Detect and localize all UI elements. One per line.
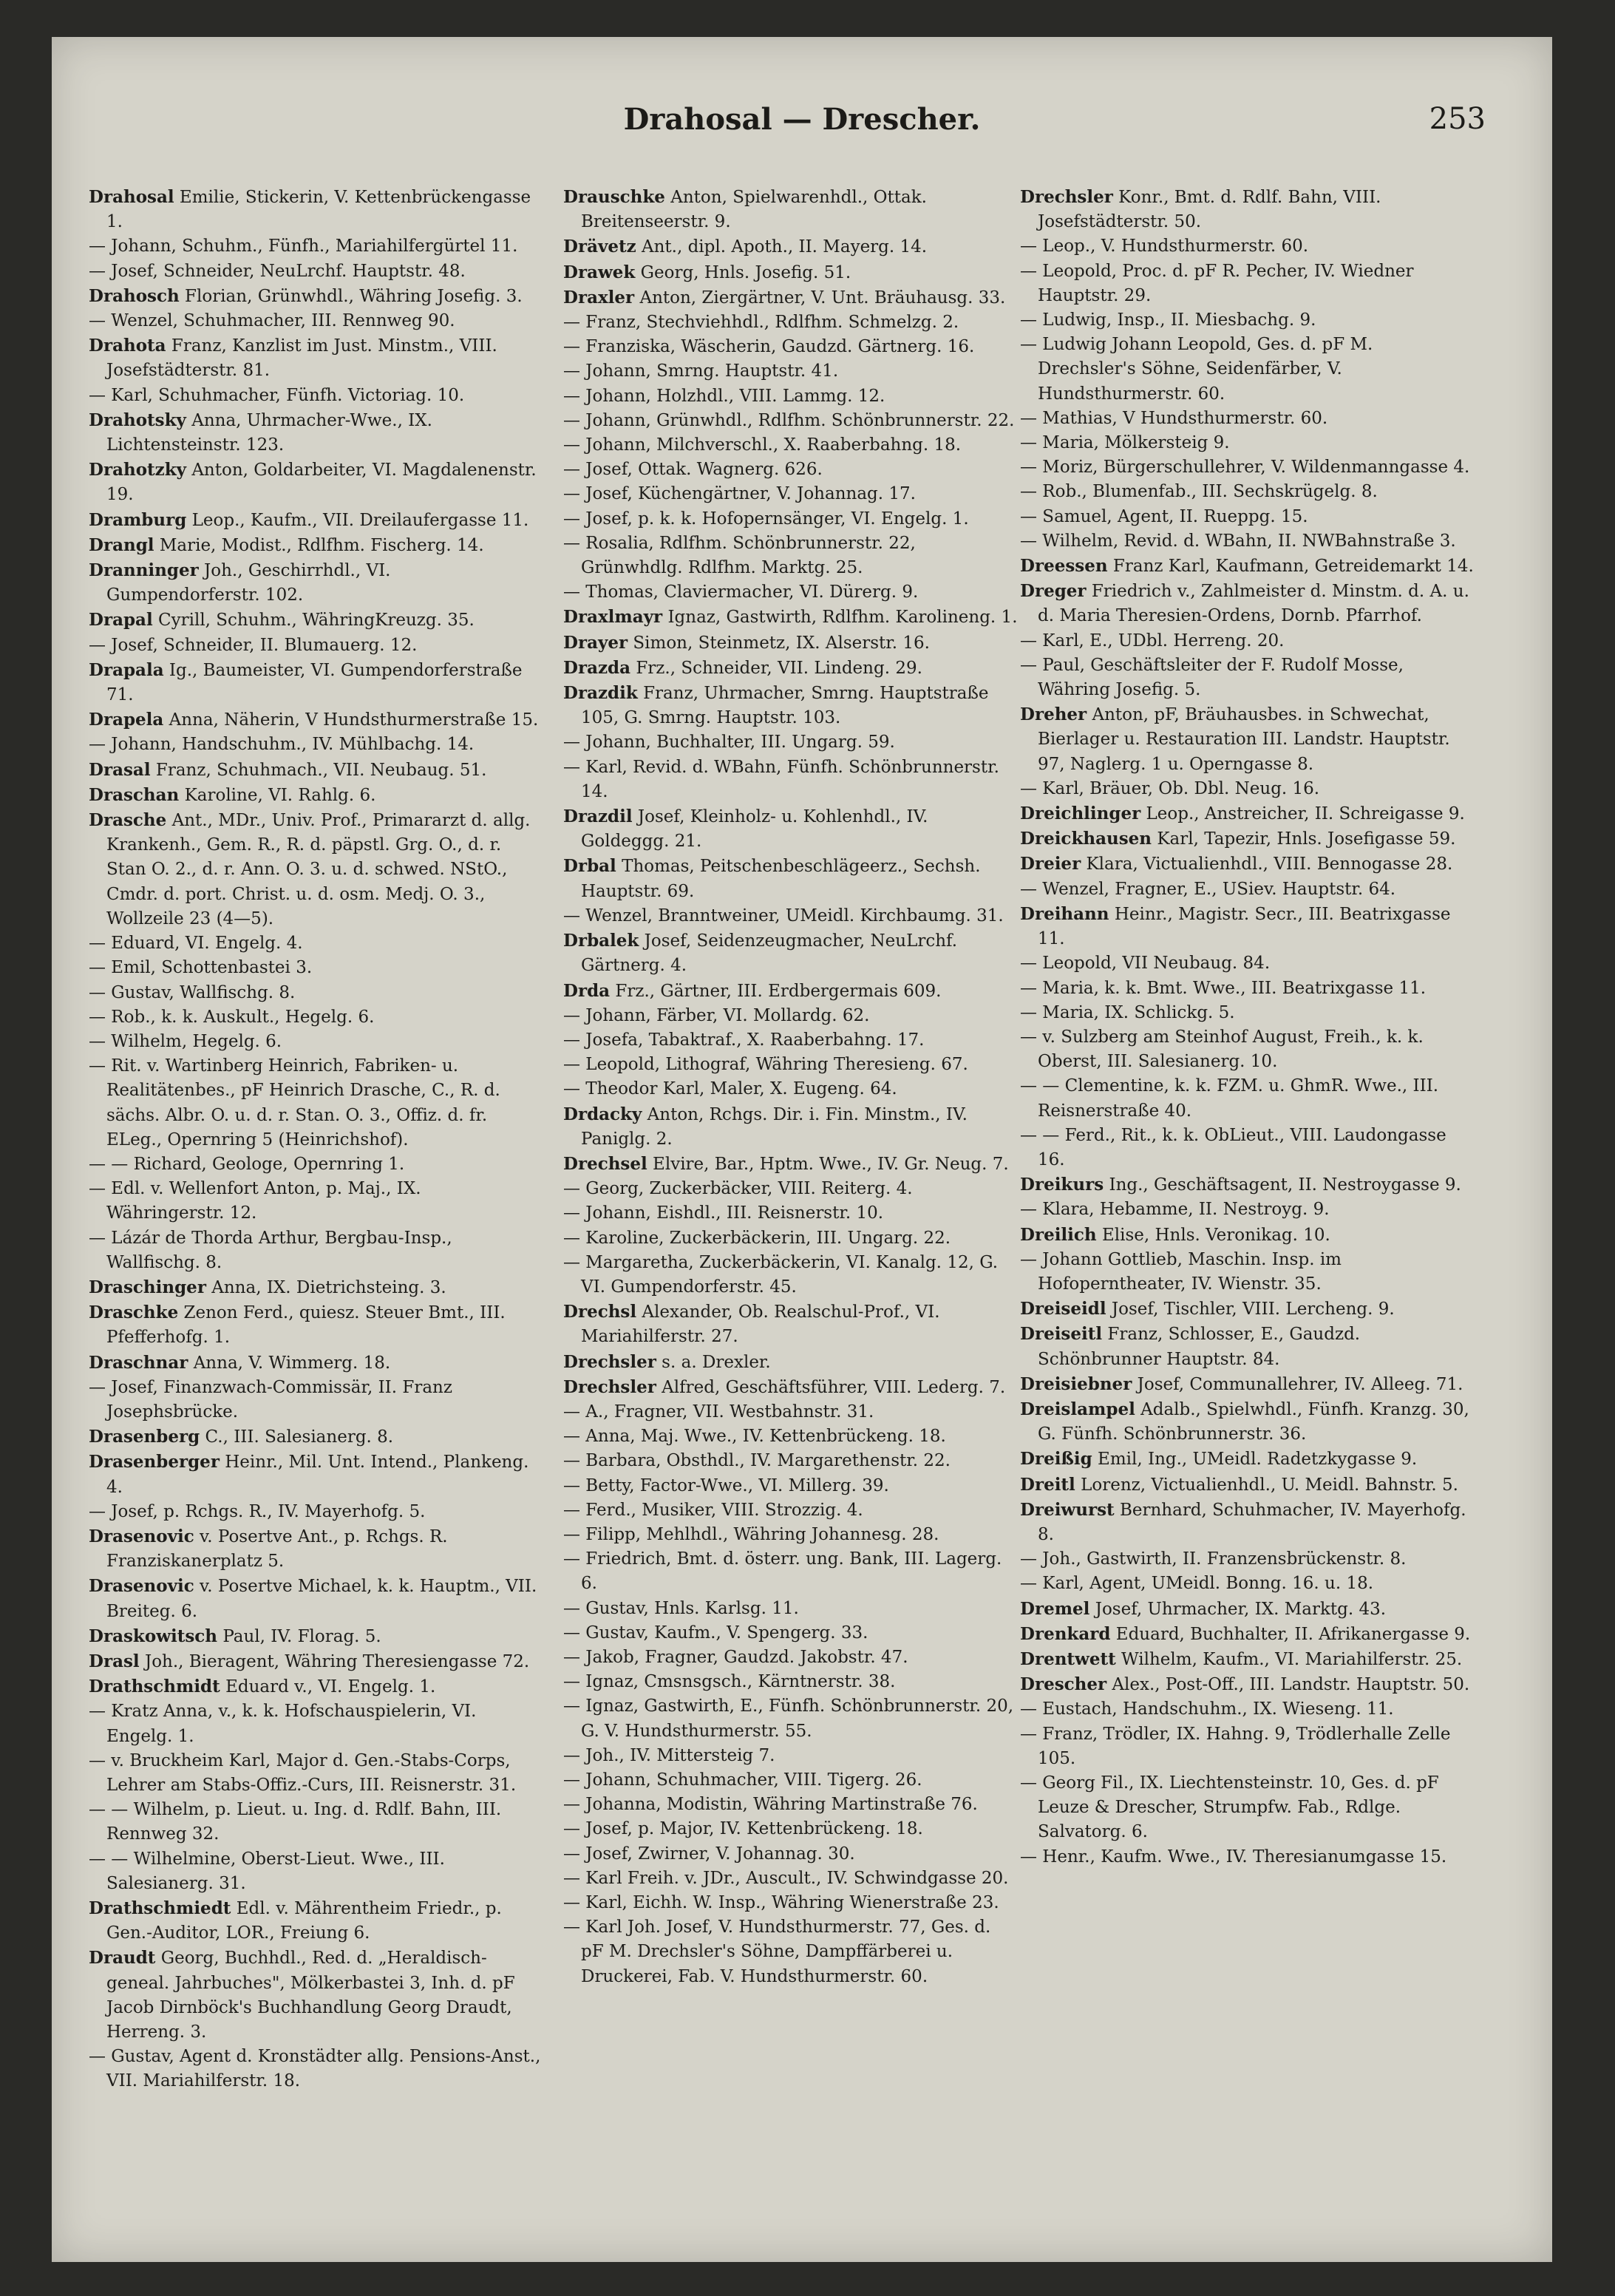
directory-entry: Drasl Joh., Bieragent, Währing Theresiengasse 72. (89, 1651, 530, 1671)
surname-heading: Dreilich (1020, 1224, 1097, 1245)
directory-entry: — Betty, Factor-Wwe., VI. Millerg. 39. (563, 1475, 889, 1495)
directory-entry: — Joh., IV. Mittersteig 7. (563, 1745, 775, 1765)
directory-entry: — Mathias, V Hundsthurmerstr. 60. (1020, 408, 1328, 428)
surname-heading: Dreitl (1020, 1474, 1075, 1495)
directory-entry: — Moriz, Bürgerschullehrer, V. Wildenmanngasse 4. (1020, 458, 1470, 478)
directory-entry: — A., Fragner, VII. Westbahnstr. 31. (563, 1402, 874, 1422)
surname-heading: Dreiwurst (1020, 1499, 1115, 1520)
surname-heading: Dreißig (1020, 1449, 1092, 1470)
directory-entry: — Maria, k. k. Bmt. Wwe., III. Beatrixgasse 11. (1020, 978, 1427, 998)
surname-heading: Drechsl (563, 1302, 637, 1322)
directory-entry: — Wenzel, Fragner, E., USiev. Hauptstr. 64. (1020, 879, 1396, 899)
surname-heading: Dreislampel (1020, 1399, 1135, 1419)
directory-entry: — Johann, Schuhm., Fünfh., Mariahilfergürtel 11. (89, 237, 518, 257)
directory-entry: Drechsel Elvire, Bar., Hptm. Wwe., IV. Gr. Neug. 7. (563, 1153, 1009, 1174)
surname-heading: Dreikurs (1020, 1175, 1104, 1195)
surname-heading: Drda (563, 980, 611, 1001)
directory-entry: Drahosch Florian, Grünwhdl., Währing Josefig. 3. (89, 285, 523, 306)
surname-heading: Drayer (563, 632, 628, 653)
directory-entry: — Ignaz, Gastwirth, E., Fünfh. Schönbrunnerstr. 20, G. V. Hundsthurmerstr. 55. (563, 1696, 1014, 1741)
directory-entry: — Wenzel, Branntweiner, UMeidl. Kirchbaumg. 31. (563, 906, 1004, 925)
directory-entry: — — Richard, Geologe, Opernring 1. (89, 1154, 405, 1174)
column-middle (563, 185, 1019, 1989)
directory-entry: — Josef, p. Major, IV. Kettenbrückeng. 18. (563, 1819, 923, 1839)
directory-entry: — v. Sulzberg am Steinhof August, Freih., k. k. Oberst, III. Salesianerg. 10. (1020, 1027, 1424, 1072)
directory-entry: — Ignaz, Cmsnsgsch., Kärntnerstr. 38. (563, 1672, 896, 1692)
directory-entry: Drapala Ig., Baumeister, VI. Gumpendorferstraße 71. (89, 659, 523, 705)
directory-entry: Dreickhausen Karl, Tapezir, Hnls. Josefigasse 59. (1020, 829, 1456, 849)
directory-entry: Drentwett Wilhelm, Kaufm., VI. Mariahilferstr. 25. (1020, 1648, 1463, 1669)
surname-heading: Drentwett (1020, 1648, 1116, 1669)
page-number: 253 (1429, 102, 1486, 136)
surname-heading: Drasenovic (89, 1576, 194, 1597)
directory-entry: — Theodor Karl, Maler, X. Eugeng. 64. (563, 1079, 897, 1099)
surname-heading: Dreger (1020, 581, 1087, 602)
surname-heading: Draschinger (89, 1277, 206, 1297)
surname-heading: Dreisiebner (1020, 1373, 1132, 1394)
surname-heading: Drazda (563, 657, 631, 678)
surname-heading: Drasenovic (89, 1526, 194, 1546)
directory-page (52, 37, 1552, 2262)
surname-heading: Drenkard (1020, 1623, 1111, 1644)
directory-entry: Drdacky Anton, Rchgs. Dir. i. Fin. Minstm., IV. Paniglg. 2. (563, 1104, 968, 1149)
directory-entry: Dremel Josef, Uhrmacher, IX. Marktg. 43. (1020, 1598, 1387, 1619)
directory-entry: — Franziska, Wäscherin, Gaudzd. Gärtnerg. 16. (563, 337, 975, 357)
directory-entry: Drawek Georg, Hnls. Josefig. 51. (563, 262, 851, 282)
directory-entry: — Gustav, Agent d. Kronstädter allg. Pensions-Anst., VII. Mariahilferstr. 18. (89, 2047, 541, 2091)
directory-entry: — Kratz Anna, v., k. k. Hofschauspielerin, VI. Engelg. 1. (89, 1702, 477, 1746)
directory-entry: Drahota Franz, Kanzlist im Just. Minstm., VIII. Josefstädterstr. 81. (89, 336, 497, 381)
directory-entry: — Maria, Mölkersteig 9. (1020, 433, 1230, 453)
directory-entry: Drayer Simon, Steinmetz, IX. Alserstr. 16. (563, 632, 930, 653)
directory-entry: — Karl Freih. v. JDr., Auscult., IV. Schwindgasse 20. (563, 1868, 1009, 1888)
directory-entry: Drbalek Josef, Seidenzeugmacher, NeuLrchf. Gärtnerg. 4. (563, 931, 958, 976)
directory-entry: — Filipp, Mehlhdl., Währing Johannesg. 28. (563, 1524, 939, 1544)
directory-entry: — Rosalia, Rdlfhm. Schönbrunnerstr. 22, Grünwhdlg. Rdlfhm. Marktg. 25. (563, 533, 916, 578)
surname-heading: Drasenberg (89, 1427, 200, 1447)
directory-entry: Drasal Franz, Schuhmach., VII. Neubaug. 51. (89, 759, 487, 780)
directory-entry: — Georg Fil., IX. Liechtensteinstr. 10, Ges. d. pF Leuze & Drescher, Strumpfw. Fab., Rdlge. Salvatorg. 6. (1020, 1773, 1439, 1842)
surname-heading: Dremel (1020, 1598, 1090, 1619)
surname-heading: Drathschmiedt (89, 1898, 231, 1919)
directory-entry: Dreichlinger Leop., Anstreicher, II. Schreigasse 9. (1020, 804, 1465, 824)
directory-entry: — Karl, E., UDbl. Herreng. 20. (1020, 631, 1285, 651)
directory-entry: Drenkard Eduard, Buchhalter, II. Afrikanergasse 9. (1020, 1623, 1471, 1644)
surname-heading: Drechsel (563, 1153, 647, 1174)
directory-entry: Dreier Klara, Victualienhdl., VIII. Bennogasse 28. (1020, 854, 1453, 874)
directory-entry: — Klara, Hebamme, II. Nestroyg. 9. (1020, 1200, 1330, 1220)
directory-entry: — Johann, Milchverschl., X. Raaberbahng. 18. (563, 435, 962, 455)
directory-entry: — Franz, Trödler, IX. Hahng. 9, Trödlerhalle Zelle 105. (1020, 1724, 1451, 1768)
directory-entry: Dreger Friedrich v., Zahlmeister d. Minstm. d. A. u. d. Maria Theresien-Ordens, Dornb. Pfarrhof. (1020, 581, 1469, 626)
directory-entry: — Karl, Revid. d. WBahn, Fünfh. Schönbrunnerstr. 14. (563, 757, 999, 801)
directory-entry: — Jakob, Fragner, Gaudzd. Jakobstr. 47. (563, 1647, 908, 1667)
directory-entry: — Gustav, Kaufm., V. Spengerg. 33. (563, 1623, 868, 1643)
directory-entry: — Josef, Finanzwach-Commissär, II. Franz Josephsbrücke. (89, 1377, 452, 1422)
directory-entry: Drechsler Konr., Bmt. d. Rdlf. Bahn, VIII. Josefstädterstr. 50. (1020, 187, 1381, 232)
surname-heading: Draschnar (89, 1352, 188, 1373)
surname-heading: Drescher (1020, 1674, 1107, 1695)
directory-entry: Drbal Thomas, Peitschenbeschlägeerz., Sechsh. Hauptstr. 69. (563, 856, 981, 901)
directory-entry: Draschan Karoline, VI. Rahlg. 6. (89, 784, 376, 805)
directory-entry: — Karl, Agent, UMeidl. Bonng. 16. u. 18. (1020, 1574, 1374, 1594)
directory-entry: — Johann, Buchhalter, III. Ungarg. 59. (563, 733, 895, 753)
directory-entry: — — Ferd., Rit., k. k. ObLieut., VIII. Laudongasse 16. (1020, 1125, 1446, 1169)
directory-entry: Draschnar Anna, V. Wimmerg. 18. (89, 1352, 391, 1373)
directory-entry: Drahotsky Anna, Uhrmacher-Wwe., IX. Lichtensteinstr. 123. (89, 410, 432, 455)
directory-entry: — Anna, Maj. Wwe., IV. Kettenbrückeng. 18. (563, 1427, 946, 1447)
directory-entry: — Johann, Handschuhm., IV. Mühlbachg. 14. (89, 735, 475, 755)
surname-heading: Dreiseitl (1020, 1324, 1103, 1345)
surname-heading: Draskowitsch (89, 1626, 218, 1646)
surname-heading: Drahota (89, 336, 166, 356)
directory-entry: — Josef, p. k. k. Hofopernsänger, VI. Engelg. 1. (563, 509, 969, 529)
directory-entry: Draxler Anton, Ziergärtner, V. Unt. Bräuhausg. 33. (563, 287, 1006, 308)
directory-entry: Drathschmiedt Edl. v. Mährentheim Friedr., p. Gen.-Auditor, LOR., Freiung 6. (89, 1898, 502, 1943)
directory-entry: — Thomas, Claviermacher, VI. Dürerg. 9. (563, 583, 919, 602)
surname-heading: Drauschke (563, 187, 665, 207)
directory-entry: — Joh., Gastwirth, II. Franzensbrückenstr. 8. (1020, 1549, 1407, 1569)
surname-heading: Drasal (89, 759, 151, 780)
surname-heading: Dreier (1020, 854, 1081, 874)
directory-entry: Dreiwurst Bernhard, Schuhmacher, IV. Mayerhofg. 8. (1020, 1499, 1466, 1544)
directory-entry: Drazdil Josef, Kleinholz- u. Kohlenhdl., IV. Goldeggg. 21. (563, 806, 928, 852)
directory-entry: — Lázár de Thorda Arthur, Bergbau-Insp., Wallfischg. 8. (89, 1228, 452, 1272)
running-title: Drahosal — Drescher. (623, 102, 981, 137)
surname-heading: Dranninger (89, 560, 199, 581)
surname-heading: Drazdik (563, 683, 638, 704)
surname-heading: Dreickhausen (1020, 829, 1152, 849)
directory-entry: Drapela Anna, Näherin, V Hundsthurmerstraße 15. (89, 710, 539, 730)
directory-entry: Drävetz Ant., dipl. Apoth., II. Mayerg. 14. (563, 237, 928, 257)
directory-entry: Drasche Ant., MDr., Univ. Prof., Primararzt d. allg. Krankenh., Gem. R., R. d. päpstl. Grg. O., d. r. Stan O. 2., d. r. Ann. O. 3. u. d. schwed. NStO., Cmdr. d. port. Christ. u. d. osm. Medj. O. 3., Wollzeile 23 (4—5). (89, 810, 531, 928)
directory-entry: — Karl, Schuhmacher, Fünfh. Victoriag. 10. (89, 385, 465, 405)
directory-entry: — Karl Joh. Josef, V. Hundsthurmerstr. 77, Ges. d. pF M. Drechsler's Söhne, Dampffärberei u. Druckerei, Fab. V. Hundsthurmerstr. 60. (563, 1918, 991, 1986)
directory-entry: — Barbara, Obsthdl., IV. Margarethenstr. 22. (563, 1451, 951, 1471)
directory-entry: Draschinger Anna, IX. Dietrichsteing. 3. (89, 1277, 446, 1297)
directory-entry: — Ferd., Musiker, VIII. Strozzig. 4. (563, 1500, 863, 1520)
directory-entry: — Georg, Zuckerbäcker, VIII. Reiterg. 4. (563, 1179, 913, 1199)
surname-heading: Drechsler (563, 1376, 656, 1397)
directory-entry: Draskowitsch Paul, IV. Florag. 5. (89, 1626, 381, 1646)
surname-heading: Dreher (1020, 704, 1087, 725)
surname-heading: Draxlmayr (563, 607, 663, 628)
directory-entry: Dranninger Joh., Geschirrhdl., VI. Gumpendorferstr. 102. (89, 560, 391, 605)
surname-heading: Drapal (89, 610, 153, 631)
directory-entry: — Karl, Eichh. W. Insp., Währing Wienerstraße 23. (563, 1893, 999, 1913)
directory-entry: Dreihann Heinr., Magistr. Secr., III. Beatrixgasse 11. (1020, 903, 1451, 949)
column-right (1020, 185, 1475, 1869)
directory-entry: Dreislampel Adalb., Spielwhdl., Fünfh. Kranzg. 30, G. Fünfh. Schönbrunnerstr. 36. (1020, 1399, 1469, 1444)
directory-entry: — Franz, Stechviehhdl., Rdlfhm. Schmelzg. 2. (563, 313, 959, 333)
directory-entry: — Leopold, Proc. d. pF R. Pecher, IV. Wiedner Hauptstr. 29. (1020, 261, 1414, 305)
surname-heading: Drapela (89, 710, 164, 730)
directory-entry: — Margaretha, Zuckerbäckerin, VI. Kanalg. 12, G. VI. Gumpendorferstr. 45. (563, 1252, 999, 1297)
directory-entry: — Edl. v. Wellenfort Anton, p. Maj., IX. Währingerstr. 12. (89, 1179, 421, 1223)
directory-entry: Drahosal Emilie, Stickerin, V. Kettenbrückengasse 1. (89, 187, 531, 232)
directory-entry: — Josefa, Tabaktraf., X. Raaberbahng. 17. (563, 1030, 925, 1050)
directory-entry: Drauschke Anton, Spielwarenhdl., Ottak. Breitenseerstr. 9. (563, 187, 927, 232)
directory-entry: — Johann Gottlieb, Maschin. Insp. im Hofoperntheater, IV. Wienstr. 35. (1020, 1249, 1342, 1294)
surname-heading: Drapala (89, 659, 164, 680)
directory-entry: — v. Bruckheim Karl, Major d. Gen.-Stabs-Corps, Lehrer am Stabs-Offiz.-Curs, III. Reisnerstr. 31. (89, 1750, 517, 1795)
directory-entry: Drasenovic v. Posertve Michael, k. k. Hauptm., VII. Breiteg. 6. (89, 1576, 537, 1621)
directory-entry: — Eduard, VI. Engelg. 4. (89, 934, 303, 954)
surname-heading: Drazdil (563, 806, 633, 827)
directory-entry: — Josef, Zwirner, V. Johannag. 30. (563, 1844, 855, 1864)
column-left (89, 185, 544, 2094)
surname-heading: Drahotsky (89, 410, 186, 430)
surname-heading: Drechsler (1020, 187, 1113, 207)
surname-heading: Draschke (89, 1302, 179, 1323)
directory-entry: Drda Frz., Gärtner, III. Erdbergermais 609. (563, 980, 942, 1001)
directory-entry: — Henr., Kaufm. Wwe., IV. Theresianumgasse 15. (1020, 1847, 1447, 1867)
directory-entry: Drahotzky Anton, Goldarbeiter, VI. Magdalenenstr. 19. (89, 460, 537, 505)
surname-heading: Dreiseidl (1020, 1299, 1106, 1319)
directory-entry: Dreher Anton, pF, Bräuhausbes. in Schwechat, Bierlager u. Restauration III. Landstr. Hauptstr. 97, Naglerg. 1 u. Operngasse 8. (1020, 704, 1450, 774)
surname-heading: Draudt (89, 1948, 156, 1969)
directory-entry: Drapal Cyrill, Schuhm., WähringKreuzg. 35. (89, 610, 475, 631)
directory-entry: — — Wilhelmine, Oberst-Lieut. Wwe., III. Salesianerg. 31. (89, 1849, 445, 1893)
directory-entry: Drechsler s. a. Drexler. (563, 1351, 771, 1372)
directory-entry: — Gustav, Wallfischg. 8. (89, 982, 296, 1002)
directory-entry: Drathschmidt Eduard v., VI. Engelg. 1. (89, 1677, 436, 1697)
directory-entry: — Josef, Schneider, II. Blumauerg. 12. (89, 635, 418, 655)
directory-entry: — — Wilhelm, p. Lieut. u. Ing. d. Rdlf. Bahn, III. Rennweg 32. (89, 1800, 502, 1844)
directory-entry: — Eustach, Handschuhm., IX. Wieseng. 11. (1020, 1699, 1394, 1719)
directory-entry: Dreißig Emil, Ing., UMeidl. Radetzkygasse 9. (1020, 1449, 1418, 1470)
directory-entry: — Leopold, Lithograf, Währing Theresieng. 67. (563, 1055, 968, 1075)
directory-entry: Dreikurs Ing., Geschäftsagent, II. Nestroygasse 9. (1020, 1175, 1461, 1195)
surname-heading: Drdacky (563, 1104, 642, 1124)
directory-entry: — Ludwig Johann Leopold, Ges. d. pF M. Drechsler's Söhne, Seidenfärber, V. Hundsthurmerstr. 60. (1020, 335, 1373, 404)
surname-heading: Drbalek (563, 931, 639, 951)
surname-heading: Drasenberger (89, 1452, 220, 1473)
directory-entry: Dreisiebner Josef, Communallehrer, IV. Alleeg. 71. (1020, 1373, 1463, 1394)
directory-entry: — Wilhelm, Hegelg. 6. (89, 1031, 282, 1051)
directory-entry: — Johann, Holzhdl., VIII. Lammg. 12. (563, 386, 885, 406)
surname-heading: Dreessen (1020, 556, 1108, 577)
directory-entry: Drazda Frz., Schneider, VII. Lindeng. 29. (563, 657, 922, 678)
directory-entry: — Rob., k. k. Auskult., Hegelg. 6. (89, 1007, 375, 1027)
surname-heading: Dreichlinger (1020, 804, 1141, 824)
surname-heading: Drahotzky (89, 460, 187, 480)
directory-entry: — Johann, Grünwhdl., Rdlfhm. Schönbrunnerstr. 22. (563, 410, 1015, 430)
surname-heading: Dreihann (1020, 903, 1109, 924)
surname-heading: Drechsler (563, 1351, 656, 1372)
directory-entry: Drasenovic v. Posertve Ant., p. Rchgs. R. Franziskanerplatz 5. (89, 1526, 448, 1572)
directory-entry: — Maria, IX. Schlickg. 5. (1020, 1002, 1235, 1022)
directory-entry: — Josef, p. Rchgs. R., IV. Mayerhofg. 5. (89, 1501, 426, 1521)
directory-entry: — Johann, Färber, VI. Mollardg. 62. (563, 1005, 870, 1025)
directory-entry: — Wilhelm, Revid. d. WBahn, II. NWBahnstraße 3. (1020, 531, 1456, 551)
directory-entry: — — Clementine, k. k. FZM. u. GhmR. Wwe., III. Reisnerstraße 40. (1020, 1076, 1439, 1121)
surname-heading: Draxler (563, 287, 635, 308)
directory-entry: — Karoline, Zuckerbäckerin, III. Ungarg. 22. (563, 1228, 951, 1248)
directory-entry: Drasenberg C., III. Salesianerg. 8. (89, 1427, 394, 1447)
directory-entry: Drangl Marie, Modist., Rdlfhm. Fischerg. 14. (89, 534, 484, 555)
directory-entry: Drechsl Alexander, Ob. Realschul-Prof., VI. Mariahilferstr. 27. (563, 1302, 940, 1347)
directory-entry: Dreiseitl Franz, Schlosser, E., Gaudzd. Schönbrunner Hauptstr. 84. (1020, 1324, 1361, 1369)
directory-entry: — Emil, Schottenbastei 3. (89, 958, 313, 978)
directory-entry: — Ludwig, Insp., II. Miesbachg. 9. (1020, 310, 1316, 330)
directory-entry: — Paul, Geschäftsleiter der F. Rudolf Mosse, Währing Josefig. 5. (1020, 655, 1404, 700)
directory-entry: — Friedrich, Bmt. d. österr. ung. Bank, III. Lagerg. 6. (563, 1549, 1002, 1594)
directory-entry: — Josef, Ottak. Wagnerg. 626. (563, 460, 823, 480)
directory-entry: Drescher Alex., Post-Off., III. Landstr. Hauptstr. 50. (1020, 1674, 1470, 1695)
surname-heading: Draschan (89, 784, 180, 805)
surname-heading: Dramburg (89, 509, 187, 530)
surname-heading: Drävetz (563, 237, 636, 257)
surname-heading: Drbal (563, 856, 616, 877)
page-header (52, 102, 1552, 169)
surname-heading: Drasche (89, 810, 167, 831)
directory-entry: Dramburg Leop., Kaufm., VII. Dreilaufergasse 11. (89, 509, 529, 530)
directory-entry: — Johanna, Modistin, Währing Martinstraße 76. (563, 1795, 978, 1815)
directory-entry: Draschke Zenon Ferd., quiesz. Steuer Bmt., III. Pfefferhofg. 1. (89, 1302, 506, 1348)
surname-heading: Drangl (89, 534, 154, 555)
directory-entry: Dreitl Lorenz, Victualienhdl., U. Meidl. Bahnstr. 5. (1020, 1474, 1458, 1495)
directory-entry: Dreessen Franz Karl, Kaufmann, Getreidemarkt 14. (1020, 556, 1474, 577)
directory-entry: — Rit. v. Wartinberg Heinrich, Fabriken- u. Realitätenbes., pF Heinrich Drasche, C., R. d. sächs. Albr. O. u. d. r. Stan. O. 3., Offiz. d. fr. ELeg., Opernring 5 (Heinrichshof). (89, 1056, 500, 1149)
directory-entry: Dreilich Elise, Hnls. Veronikag. 10. (1020, 1224, 1330, 1245)
directory-entry: — Samuel, Agent, II. Rueppg. 15. (1020, 506, 1308, 526)
surname-heading: Drathschmidt (89, 1677, 220, 1697)
directory-entry: Drasenberger Heinr., Mil. Unt. Intend., Plankeng. 4. (89, 1452, 529, 1497)
directory-entry: Drechsler Alfred, Geschäftsführer, VIII. Lederg. 7. (563, 1376, 1006, 1397)
directory-entry: — Johann, Smrng. Hauptstr. 41. (563, 361, 839, 381)
directory-entry: — Josef, Schneider, NeuLrchf. Hauptstr. 48. (89, 261, 466, 281)
directory-entry: — Johann, Eishdl., III. Reisnerstr. 10. (563, 1203, 884, 1223)
directory-entry: Draudt Georg, Buchhdl., Red. d. „Heraldisch-geneal. Jahrbuches", Mölkerbastei 3, Inh. d. pF Jacob Dirnböck's Buchhandlung Georg Draudt, Herreng. 3. (89, 1948, 515, 2042)
directory-entry: — Gustav, Hnls. Karlsg. 11. (563, 1598, 799, 1618)
directory-entry: Drazdik Franz, Uhrmacher, Smrng. Hauptstraße 105, G. Smrng. Hauptstr. 103. (563, 683, 989, 728)
surname-heading: Drasl (89, 1651, 140, 1671)
directory-entry: Draxlmayr Ignaz, Gastwirth, Rdlfhm. Karolineng. 1. (563, 607, 1018, 628)
directory-entry: — Rob., Blumenfab., III. Sechskrügelg. 8. (1020, 482, 1378, 502)
directory-entry: Dreiseidl Josef, Tischler, VIII. Lercheng. 9. (1020, 1299, 1395, 1319)
surname-heading: Drahosal (89, 187, 174, 207)
directory-entry: — Leopold, VII Neubaug. 84. (1020, 954, 1271, 974)
directory-entry: — Karl, Bräuer, Ob. Dbl. Neug. 16. (1020, 778, 1320, 798)
surname-heading: Drawek (563, 262, 636, 282)
surname-heading: Drahosch (89, 285, 180, 306)
directory-entry: — Leop., V. Hundsthurmerstr. 60. (1020, 237, 1309, 257)
directory-entry: — Johann, Schuhmacher, VIII. Tigerg. 26. (563, 1770, 922, 1790)
directory-entry: — Wenzel, Schuhmacher, III. Rennweg 90. (89, 311, 455, 331)
directory-entry: — Josef, Küchengärtner, V. Johannag. 17. (563, 484, 916, 504)
